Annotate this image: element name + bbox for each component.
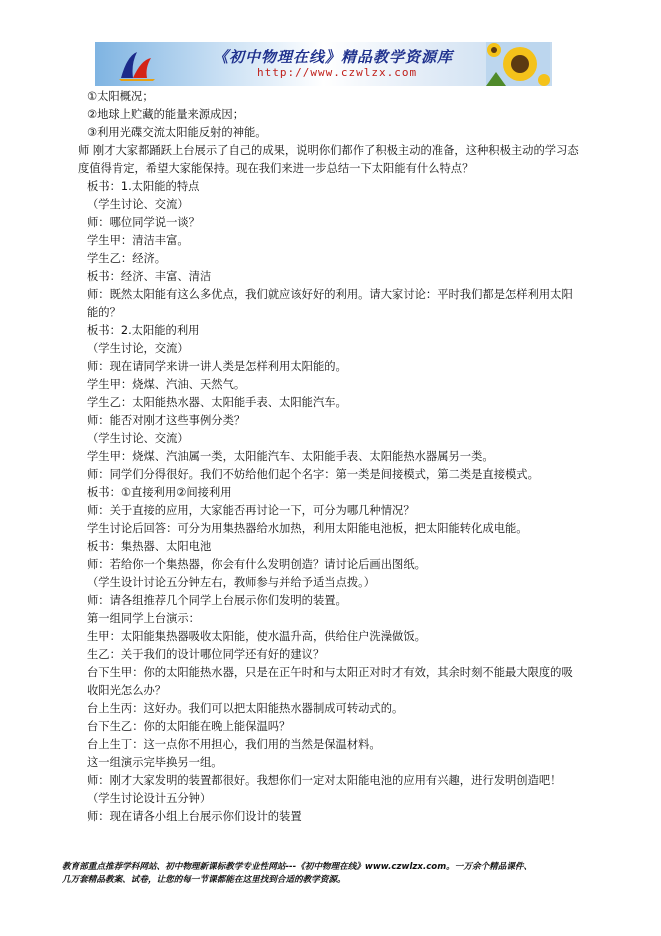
- text-line: 师：现在请同学来讲一讲人类是怎样利用太阳能的。: [87, 360, 347, 373]
- text-paragraph: 台下生甲：你的太阳能热水器，只是在正午时和与太阳正对时才有效，其余时刻不能最大限度的吸收阳光怎么办？: [87, 666, 573, 697]
- text-line: 师：哪位同学说一谈？: [87, 216, 200, 229]
- banner-title: 《初中物理在线》精品教学资源库: [213, 48, 454, 66]
- text-line: 生乙：关于我们的设计哪位同学还有好的建议？: [87, 648, 325, 661]
- text-line: 板书：1.太阳能的特点: [87, 180, 200, 193]
- text-line: （学生讨论、交流）: [87, 198, 189, 211]
- text-paragraph: 师：既然太阳能有这么多优点，我们就应该好好的利用。请大家讨论：平时我们都是怎样利用太阳能的？: [87, 288, 573, 319]
- text-line: 师：若给你一个集热器，你会有什么发明创造？请讨论后画出图纸。: [87, 558, 426, 571]
- text-line: （学生设计讨论五分钟左右，教师参与并给予适当点拨。）: [87, 576, 376, 589]
- text-line: 学生甲：烧煤、汽油属一类，太阳能汽车、太阳能手表、太阳能热水器属另一类。: [87, 450, 494, 463]
- text-line: （学生讨论、交流）: [87, 432, 189, 445]
- text-line: 师：同学们分得很好。我们不妨给他们起个名字：第一类是间接模式，第二类是直接模式。: [87, 468, 539, 481]
- text-line: 这一组演示完毕换另一组。: [87, 756, 223, 769]
- text-line: 学生乙：太阳能热水器、太阳能手表、太阳能汽车。: [87, 396, 347, 409]
- text-line: 板书：①直接利用②间接利用: [87, 486, 232, 499]
- text-line: 师：现在请各小组上台展示你们设计的装置: [87, 810, 302, 823]
- text-line: 台下生乙：你的太阳能在晚上能保温吗？: [87, 720, 291, 733]
- text-line: 台上生丁：这一点你不用担心，我们用的当然是保温材料。: [87, 738, 381, 751]
- text-line: ③利用光碟交流太阳能反射的神能。: [87, 126, 267, 139]
- lesson-text: [78, 88, 587, 826]
- text-line: （学生讨论，交流）: [87, 342, 189, 355]
- text-line: 板书：2.太阳能的利用: [87, 324, 200, 337]
- site-logo-icon: [117, 48, 157, 82]
- text-line: 学生乙：经济。: [87, 252, 167, 265]
- text-line: 师：能否对刚才这些事例分类？: [87, 414, 246, 427]
- text-line: 学生讨论后回答：可分为用集热器给水加热，利用太阳能电池板，把太阳能转化成电能。: [87, 522, 528, 535]
- text-line: 学生甲：烧煤、汽油、天然气。: [87, 378, 246, 391]
- text-line: 师：刚才大家发明的装置都很好。我想你们一定对太阳能电池的应用有兴趣，进行发明创造吧！: [87, 774, 562, 787]
- text-line: 生甲：太阳能集热器吸收太阳能，使水温升高，供给住户洗澡做饭。: [87, 630, 426, 643]
- header-banner: [95, 42, 552, 86]
- text-line: 师：请各组推荐几个同学上台展示你们发明的装置。: [87, 594, 347, 607]
- footer-line: 教育部重点推荐学科网站、初中物理新课标教学专业性网站---《初中物理在线》www.czwlzx.com。一万余个精品课件、: [62, 862, 533, 872]
- page-footer: [62, 861, 622, 887]
- text-line: 板书：集热器、太阳电池: [87, 540, 212, 553]
- footer-line: 几万套精品教案、试卷，让您的每一节课都能在这里找到合适的教学资源。: [62, 875, 346, 885]
- text-line: 板书：经济、丰富、清洁: [87, 270, 212, 283]
- text-line: 第一组同学上台演示：: [87, 612, 200, 625]
- banner-url[interactable]: http://www.czwlzx.com: [257, 66, 418, 79]
- text-line: 台上生丙：这好办。我们可以把太阳能热水器制成可转动式的。: [87, 702, 404, 715]
- text-line: 师：关于直接的应用，大家能否再讨论一下，可分为哪几种情况？: [87, 504, 415, 517]
- sunflower-image: [486, 42, 550, 86]
- text-line: （学生讨论设计五分钟）: [87, 792, 212, 805]
- text-line: ①太阳概况；: [87, 90, 154, 103]
- text-line: ②地球上贮藏的能量来源成因；: [87, 108, 244, 121]
- text-line: 学生甲：清洁丰富。: [87, 234, 189, 247]
- text-paragraph: 师 刚才大家都踊跃上台展示了自己的成果，说明你们都作了积极主动的准备，这种积极主动的学习态度值得肯定，希望大家能保持。现在我们来进一步总结一下太阳能有什么特点？: [78, 144, 579, 175]
